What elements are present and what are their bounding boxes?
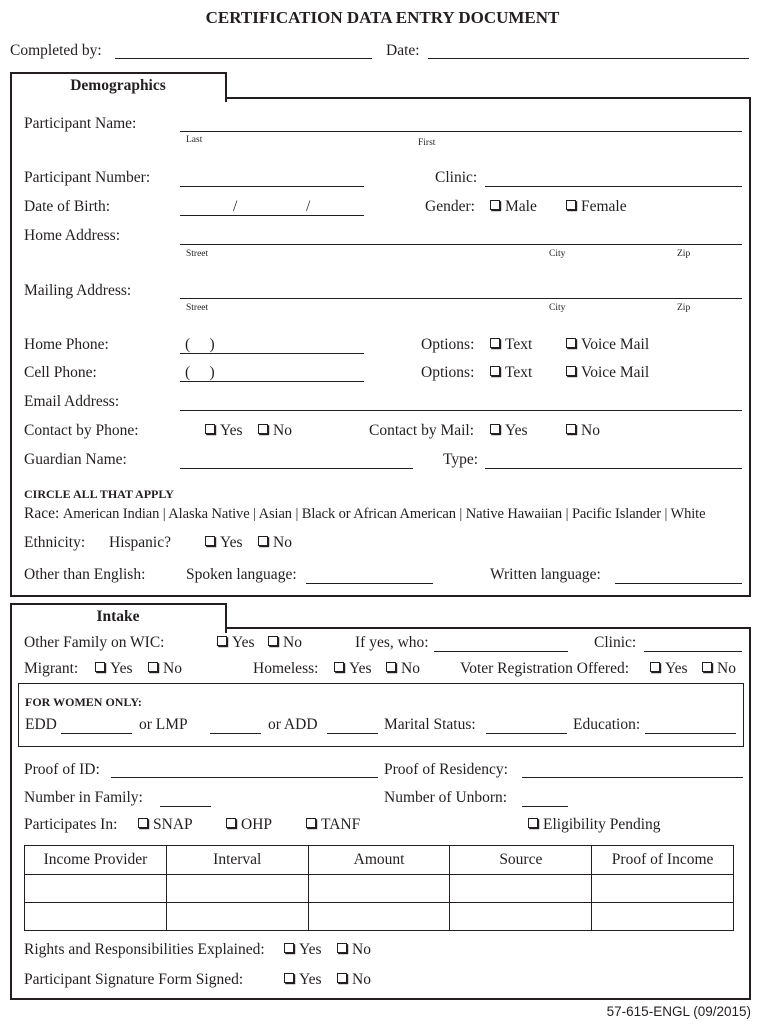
table-row xyxy=(25,875,734,903)
spoken-language-field[interactable] xyxy=(306,583,433,584)
gender-female-checkbox[interactable]: Female xyxy=(566,198,627,216)
migrant-label: Migrant: xyxy=(24,660,79,677)
document-title: CERTIFICATION DATA ENTRY DOCUMENT xyxy=(205,8,560,27)
participant-number-label: Participant Number: xyxy=(24,169,151,186)
participates-tanf-checkbox[interactable]: TANF xyxy=(306,816,360,834)
checkbox-icon xyxy=(490,338,500,348)
homeless-label: Homeless: xyxy=(253,660,319,677)
income-cell[interactable] xyxy=(166,903,308,931)
lmp-field[interactable] xyxy=(210,733,261,734)
participant-name-last-caption: Last xyxy=(186,135,203,145)
date-field[interactable] xyxy=(428,58,749,59)
home-address-city-caption: City xyxy=(549,249,566,259)
rights-yes-checkbox[interactable]: Yes xyxy=(284,941,322,959)
clinic-label: Clinic: xyxy=(435,169,478,186)
guardian-name-label: Guardian Name: xyxy=(24,451,127,468)
spoken-language-label: Spoken language: xyxy=(186,566,297,583)
guardian-type-field[interactable] xyxy=(485,468,742,469)
demographics-tab-label: Demographics xyxy=(70,77,166,94)
income-cell[interactable] xyxy=(450,875,592,903)
cell-phone-options-label: Options: xyxy=(421,364,475,381)
checkbox-icon xyxy=(490,366,500,376)
checkbox-icon xyxy=(226,818,236,828)
education-label: Education: xyxy=(573,716,641,733)
cell-phone-area-code: ( ) xyxy=(185,364,215,381)
intake-tab-label: Intake xyxy=(96,608,140,625)
home-address-street-caption: Street xyxy=(186,249,209,259)
income-cell[interactable] xyxy=(25,903,167,931)
gender-label: Gender: xyxy=(425,198,475,215)
hispanic-yes-checkbox[interactable]: Yes xyxy=(205,534,243,552)
checkbox-icon xyxy=(138,818,148,828)
checkbox-icon xyxy=(528,818,538,828)
home-phone-options-label: Options: xyxy=(421,336,475,353)
cell-phone-text-checkbox[interactable]: Text xyxy=(490,364,532,382)
race-label: Race: xyxy=(24,505,60,522)
other-family-label: Other Family on WIC: xyxy=(24,634,165,651)
dob-separator-2: / xyxy=(306,198,311,215)
mailing-address-city-caption: City xyxy=(549,303,566,313)
dob-field[interactable] xyxy=(180,215,364,216)
checkbox-icon xyxy=(566,366,576,376)
circle-all-heading: CIRCLE ALL THAT APPLY xyxy=(24,487,174,501)
checkbox-icon xyxy=(566,338,576,348)
income-col-header: Income Provider xyxy=(25,846,167,875)
intake-clinic-field[interactable] xyxy=(644,651,742,652)
home-phone-label: Home Phone: xyxy=(24,336,109,353)
contact-phone-no-checkbox[interactable]: No xyxy=(258,422,292,440)
education-field[interactable] xyxy=(645,733,736,734)
mailing-address-field[interactable] xyxy=(180,298,742,299)
participates-in-label: Participates In: xyxy=(24,816,118,833)
income-cell[interactable] xyxy=(592,903,734,931)
date-label: Date: xyxy=(386,42,420,59)
form-code: 57-615-ENGL (09/2015) xyxy=(606,1004,751,1019)
participant-name-label: Participant Name: xyxy=(24,115,137,132)
checkbox-icon xyxy=(490,424,500,434)
proof-of-id-label: Proof of ID: xyxy=(24,761,100,778)
guardian-name-field[interactable] xyxy=(180,468,413,469)
contact-phone-yes-checkbox[interactable]: Yes xyxy=(205,422,243,440)
income-col-header: Proof of Income xyxy=(592,846,734,875)
contact-mail-no-checkbox[interactable]: No xyxy=(566,422,600,440)
clinic-field[interactable] xyxy=(485,186,742,187)
written-language-label: Written language: xyxy=(490,566,601,583)
income-cell[interactable] xyxy=(592,875,734,903)
income-cell[interactable] xyxy=(166,875,308,903)
proof-of-id-field[interactable] xyxy=(111,777,378,778)
written-language-field[interactable] xyxy=(615,583,742,584)
completed-by-label: Completed by: xyxy=(10,42,102,59)
checkbox-icon xyxy=(337,973,347,983)
add-label: or ADD xyxy=(268,716,318,733)
income-cell[interactable] xyxy=(308,903,450,931)
dob-label: Date of Birth: xyxy=(24,198,111,215)
income-cell[interactable] xyxy=(450,903,592,931)
signature-form-label: Participant Signature Form Signed: xyxy=(24,971,244,988)
add-field[interactable] xyxy=(327,733,378,734)
edd-field[interactable] xyxy=(61,733,132,734)
checkbox-icon xyxy=(337,943,347,953)
income-col-header: Interval xyxy=(166,846,308,875)
checkbox-icon xyxy=(566,200,576,210)
proof-of-residency-field[interactable] xyxy=(522,777,743,778)
proof-of-residency-label: Proof of Residency: xyxy=(384,761,508,778)
contact-mail-label: Contact by Mail: xyxy=(369,422,475,439)
rights-no-checkbox[interactable]: No xyxy=(337,941,371,959)
income-col-header: Amount xyxy=(308,846,450,875)
home-address-zip-caption: Zip xyxy=(677,249,691,259)
lmp-label: or LMP xyxy=(139,716,188,733)
checkbox-icon xyxy=(334,662,344,672)
cell-phone-voicemail-checkbox[interactable]: Voice Mail xyxy=(566,364,649,382)
marital-status-label: Marital Status: xyxy=(384,716,476,733)
number-in-family-field[interactable] xyxy=(160,806,211,807)
migrant-yes-checkbox[interactable]: Yes xyxy=(95,660,133,678)
checkbox-icon xyxy=(702,662,712,672)
home-address-field[interactable] xyxy=(180,244,742,245)
signature-no-checkbox[interactable]: No xyxy=(337,971,371,989)
checkbox-icon xyxy=(284,943,294,953)
cell-phone-field[interactable] xyxy=(180,381,364,382)
voter-yes-checkbox[interactable]: Yes xyxy=(650,660,688,678)
rights-explained-label: Rights and Responsibilities Explained: xyxy=(24,941,265,958)
completed-by-field[interactable] xyxy=(115,58,372,59)
other-family-no-checkbox[interactable]: No xyxy=(268,634,302,652)
migrant-no-checkbox[interactable]: No xyxy=(148,660,182,678)
mailing-address-label: Mailing Address: xyxy=(24,282,132,299)
home-address-label: Home Address: xyxy=(24,227,121,244)
email-field[interactable] xyxy=(180,410,742,411)
participant-name-first-caption: First xyxy=(418,138,436,148)
checkbox-icon xyxy=(490,200,500,210)
gender-male-checkbox[interactable]: Male xyxy=(490,198,537,216)
checkbox-icon xyxy=(566,424,576,434)
income-table xyxy=(24,845,734,931)
guardian-type-label: Type: xyxy=(443,451,479,468)
email-label: Email Address: xyxy=(24,393,120,410)
number-of-unborn-field[interactable] xyxy=(522,806,568,807)
checkbox-icon xyxy=(205,536,215,546)
hispanic-question: Hispanic? xyxy=(109,534,171,551)
income-col-header: Source xyxy=(450,846,592,875)
participant-number-field[interactable] xyxy=(180,186,364,187)
checkbox-icon xyxy=(95,662,105,672)
eligibility-pending-checkbox[interactable]: Eligibility Pending xyxy=(528,816,661,834)
number-of-unborn-label: Number of Unborn: xyxy=(384,789,508,806)
checkbox-icon xyxy=(306,818,316,828)
other-than-english-label: Other than English: xyxy=(24,566,146,583)
number-in-family-label: Number in Family: xyxy=(24,789,143,806)
other-family-yes-checkbox[interactable]: Yes xyxy=(217,634,255,652)
contact-phone-label: Contact by Phone: xyxy=(24,422,139,439)
if-yes-who-label: If yes, who: xyxy=(355,634,429,651)
table-row xyxy=(25,903,734,931)
homeless-no-checkbox[interactable]: No xyxy=(386,660,420,678)
signature-yes-checkbox[interactable]: Yes xyxy=(284,971,322,989)
race-row xyxy=(24,505,705,523)
voter-registration-label: Voter Registration Offered: xyxy=(460,660,630,677)
income-cell[interactable] xyxy=(308,875,450,903)
home-phone-text-checkbox[interactable]: Text xyxy=(490,336,532,354)
home-phone-voicemail-checkbox[interactable]: Voice Mail xyxy=(566,336,649,354)
checkbox-icon xyxy=(205,424,215,434)
dob-separator-1: / xyxy=(233,198,238,215)
mailing-address-street-caption: Street xyxy=(186,303,209,313)
cell-phone-label: Cell Phone: xyxy=(24,364,97,381)
women-only-heading: FOR WOMEN ONLY: xyxy=(25,695,142,709)
checkbox-icon xyxy=(217,636,227,646)
participates-ohp-checkbox[interactable]: OHP xyxy=(226,816,272,834)
homeless-yes-checkbox[interactable]: Yes xyxy=(334,660,372,678)
intake-clinic-label: Clinic: xyxy=(594,634,637,651)
women-only-section xyxy=(18,683,744,747)
mailing-address-zip-caption: Zip xyxy=(677,303,691,313)
checkbox-icon xyxy=(284,973,294,983)
contact-mail-yes-checkbox[interactable]: Yes xyxy=(490,422,528,440)
income-cell[interactable] xyxy=(25,875,167,903)
edd-label: EDD xyxy=(25,716,57,733)
race-options[interactable]: American Indian | Alaska Native | Asian | Black or African American | Native Hawaiian | Pacific Islander | White xyxy=(62,506,706,522)
home-phone-area-code: ( ) xyxy=(185,336,215,353)
checkbox-icon xyxy=(268,636,278,646)
checkbox-icon xyxy=(258,536,268,546)
home-phone-field[interactable] xyxy=(180,353,364,354)
ethnicity-label: Ethnicity: xyxy=(24,534,86,551)
checkbox-icon xyxy=(148,662,158,672)
checkbox-icon xyxy=(258,424,268,434)
if-yes-who-field[interactable] xyxy=(434,651,568,652)
checkbox-icon xyxy=(650,662,660,672)
income-table-header xyxy=(25,846,734,875)
voter-no-checkbox[interactable]: No xyxy=(702,660,736,678)
participates-snap-checkbox[interactable]: SNAP xyxy=(138,816,193,834)
participant-name-field[interactable] xyxy=(180,131,742,132)
hispanic-no-checkbox[interactable]: No xyxy=(258,534,292,552)
marital-status-field[interactable] xyxy=(486,733,567,734)
checkbox-icon xyxy=(386,662,396,672)
